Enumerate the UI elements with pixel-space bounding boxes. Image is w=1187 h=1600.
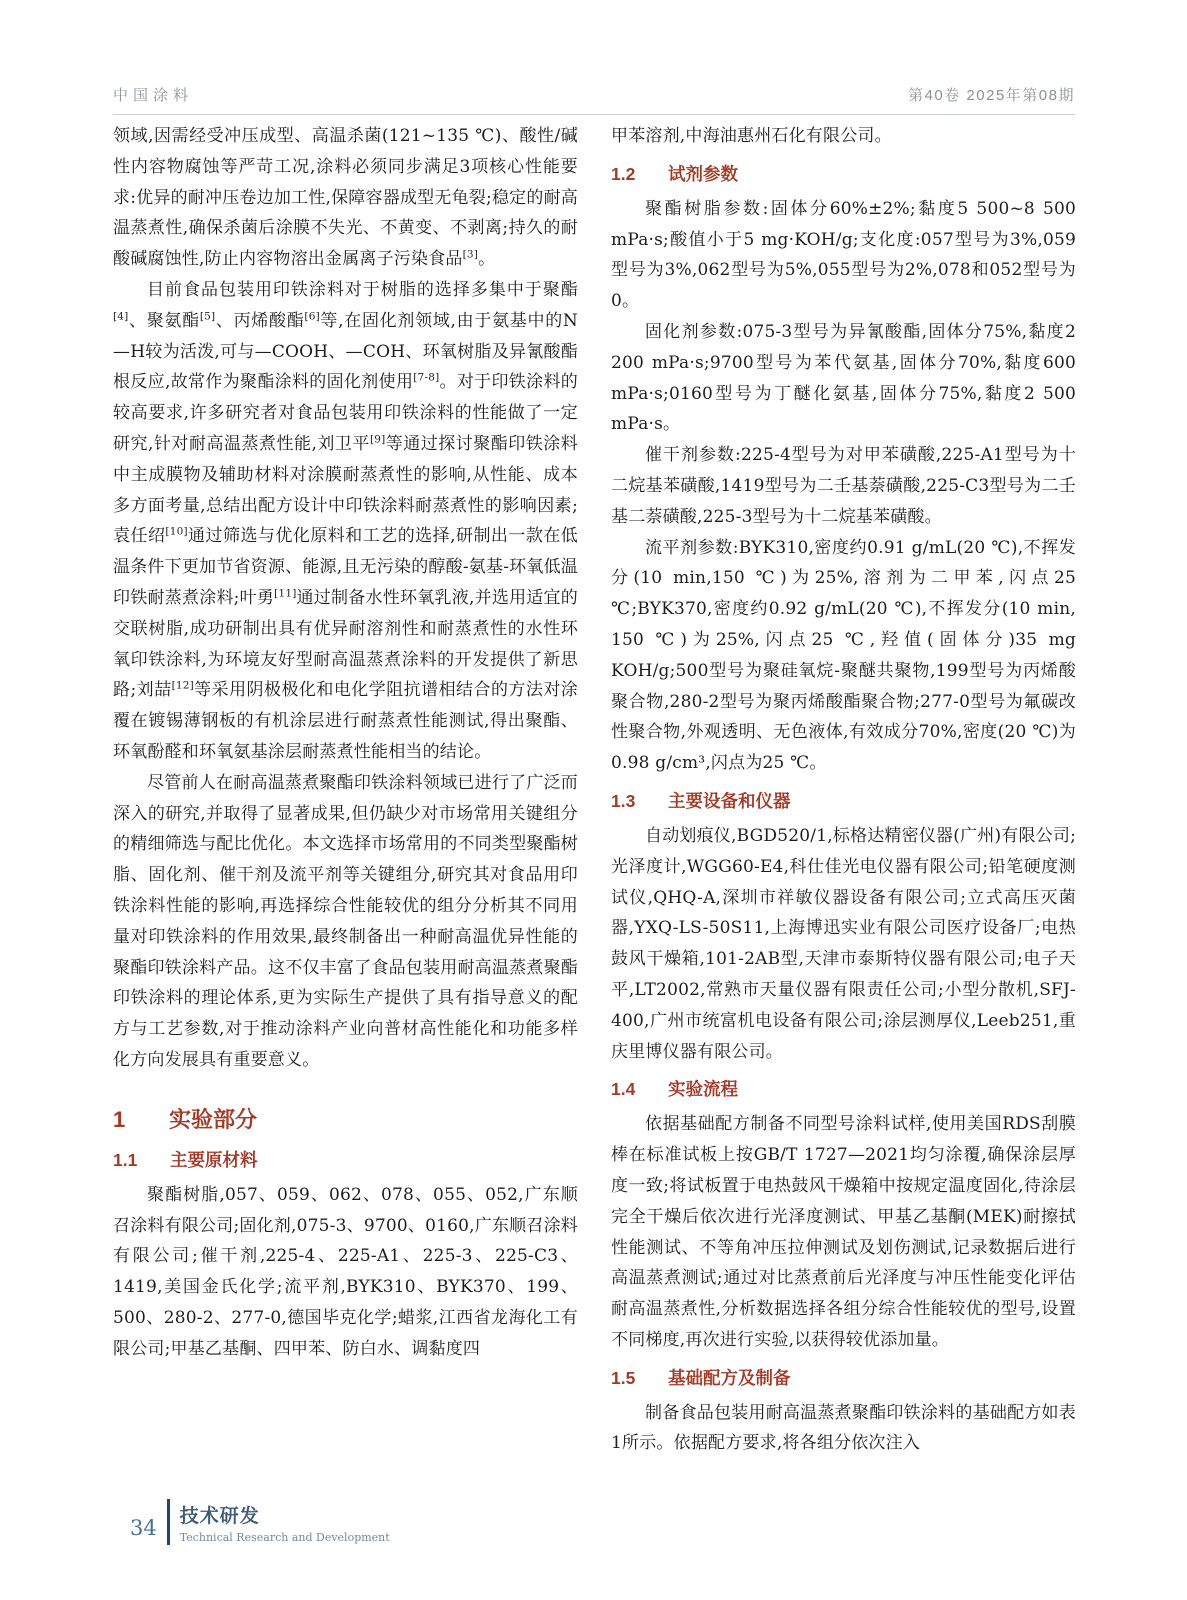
paragraph-resin-selection: 目前食品包装用印铁涂料对于树脂的选择多集中于聚酯[4]、聚氨酯[5]、丙烯酸酯[6]等,在固化剂领域,由于氨基中的N—H较为活泼,可与—COOH、—COH、环氧树脂及异氰酸酯根反应,故常作为聚酯涂料的固化剂使用[7-8]。对于印铁涂料的较高要求,许多研究者对食品包装用印铁涂料的性能做了一定研究,针对耐高温蒸煮性能,刘卫平[9]等通过探讨聚酯印铁涂料中主成膜物及辅助材料对涂膜耐蒸煮性的影响,从性能、成本多方面考量,总结出配方设计中印铁涂料耐蒸煮性的影响因素;袁任绍[10]通过筛选与优化原料和工艺的选择,研制出一款在低温条件下更加节省资源、能源,且无污染的醇酸-氨基-环氧低温印铁耐蒸煮涂料;叶勇[11]通过制备水性环氧乳液,并选用适宜的交联树脂,成功研制出具有优异耐溶剂性和耐蒸煮性的水性环氧印铁涂料,为环境友好型耐高温蒸煮涂料的开发提供了新思路;刘喆[12]等采用阴极极化和电化学阻抗谱相结合的方法对涂覆在镀锡薄钢板的有机涂层进行耐蒸煮性能测试,得出聚酯、环氧酚醛和环氧氨基涂层耐蒸煮性能相当的结论。 xyxy=(113,279,579,762)
paragraph-research-gap: 尽管前人在耐高温蒸煮聚酯印铁涂料领域已进行了广泛而深入的研究,并取得了显著成果,但仍缺少对市场常用关键组分的精细筛选与配比优化。本文选择市场常用的不同类型聚酯树脂、固化剂、催干剂及流平剂等关键组分,研究其对食品用印铁涂料性能的影响,再选择综合性能较优的组分分析其不同用量对印铁涂料的作用效果,最终制备出一种耐高温优异性能的聚酯印铁涂料产品。这不仅丰富了食品包装用耐高温蒸煮聚酯印铁涂料的理论体系,更为实际生产提供了具有指导意义的配方与工艺参数,对于推动涂料产业向普材高性能化和功能多样化方向发展具有重要意义。 xyxy=(113,772,578,1070)
paragraph-leveling-agent-params: 流平剂参数:BYK310,密度约0.91 g/mL(20 ℃),不挥发分(10 min,150 ℃)为25%,溶剂为二甲苯,闪点25 ℃;BYK370,密度约0.92 g/mL(20 ℃),不挥发分(10 min, 150 ℃)为25%,闪点25 ℃,羟值(固体分)35 mg KOH/g;500型号为聚硅氧烷-聚醚共聚物,199型号为丙烯酸聚合物,280-2型号为聚丙烯酸酯聚合物;277-0型号为氟碳改性聚合物,外观透明、无色液体,有效成分70%,密度(20 ℃)为0.98 g/cm³,闪点为25 ℃。 xyxy=(611,537,1076,774)
footer-section-cn: 技术研发 xyxy=(179,1505,260,1527)
footer-divider xyxy=(167,1499,170,1545)
subsection-title: 主要设备和仪器 xyxy=(668,790,791,811)
section-heading-experiment xyxy=(113,1103,578,1134)
subsection-heading-equipment xyxy=(611,788,1076,813)
issue-info: 第40卷 2025年第08期 xyxy=(908,87,1075,104)
subsection-heading-reagent-params xyxy=(611,161,1076,186)
page-footer xyxy=(130,1496,390,1548)
subsection-heading-base-formula xyxy=(611,1365,1076,1390)
page-header xyxy=(113,84,1075,115)
paragraph-drier-params: 催干剂参数:225-4型号为对甲苯磺酸,225-A1型号为十二烷基苯磺酸,1419型号为二壬基萘磺酸,225-C3型号为二壬基二萘磺酸,225-3型号为十二烷基苯磺酸。 xyxy=(611,445,1076,527)
subsection-heading-raw-materials xyxy=(113,1147,578,1172)
paragraph-equipment-list: 自动划痕仪,BGD520/1,标格达精密仪器(广州)有限公司;光泽度计,WGG60-E4,科仕佳光电仪器有限公司;铅笔硬度测试仪,QHQ-A,深圳市祥敏仪器设备有限公司;立式高压灭菌器,YXQ-LS-50S11,上海博迅实业有限公司医疗设备厂;电热鼓风干燥箱,101-2AB型,天津市泰斯特仪器有限公司;电子天平,LT2002,常熟市天量仪器有限责任公司;小型分散机,SFJ-400,广州市统富机电设备有限公司;涂层测厚仪,Leeb251,重庆里博仪器有限公司。 xyxy=(611,825,1076,1062)
right-column xyxy=(611,121,1076,1473)
left-column xyxy=(113,121,578,1473)
subsection-number: 1.1 xyxy=(113,1149,138,1170)
subsection-number: 1.2 xyxy=(611,163,636,184)
subsection-number: 1.4 xyxy=(611,1079,636,1100)
section-title: 实验部分 xyxy=(169,1106,258,1132)
section-number: 1 xyxy=(113,1106,126,1132)
subsection-number: 1.3 xyxy=(611,790,636,811)
journal-name: 中国涂料 xyxy=(113,87,194,104)
paragraph-intro-continued: 领域,因需经受冲压成型、高温杀菌(121~135 ℃)、酸性/碱性内容物腐蚀等严苛工况,涂料必须同步满足3项核心性能要求:优异的耐冲压卷边加工性,保障容器成型无龟裂;稳定的耐高温蒸煮性,确保杀菌后涂膜不失光、不黄变、不剥离;持久的耐酸碱腐蚀性,防止内容物溶出金属离子污染食品[3]。 xyxy=(113,126,578,270)
paragraph-polyester-params: 聚酯树脂参数:固体分60%±2%;黏度5 500~8 500 mPa·s;酸值小于5 mg·KOH/g;支化度:057型号为3%,059型号为3%,062型号为5%,055型号为2%,078和052型号为0。 xyxy=(611,198,1076,312)
paragraph-curing-agent-params: 固化剂参数:075-3型号为异氰酸酯,固体分75%,黏度2 200 mPa·s;9700型号为苯代氨基,固体分70%,黏度600 mPa·s;0160型号为丁醚化氨基,固体分75%,黏度2 500 mPa·s。 xyxy=(611,321,1076,435)
subsection-title: 实验流程 xyxy=(668,1079,738,1100)
footer-section-en: Technical Research and Development xyxy=(179,1530,390,1544)
subsection-heading-procedure xyxy=(611,1076,1076,1101)
article-body xyxy=(113,121,1076,1473)
paragraph-procedure: 依据基础配方制备不同型号涂料试样,使用美国RDS刮膜棒在标准试板上按GB/T 1727—2021均匀涂覆,确保涂层厚度一致;将试板置于电热鼓风干燥箱中按规定温度固化,待涂层完全干燥后依次进行光泽度测试、甲基乙基酮(MEK)耐擦拭性能测试、不等角冲压拉伸测试及划伤测试,记录数据后进行高温蒸煮测试;通过对比蒸煮前后光泽度与冲压性能变化评估耐高温蒸煮性,分析数据选择各组分综合性能较优的型号,设置不同梯度,再次进行实验,以获得较优添加量。 xyxy=(611,1114,1076,1350)
footer-section xyxy=(180,1501,390,1544)
page-number: 34 xyxy=(130,1516,157,1540)
subsection-title: 试剂参数 xyxy=(668,163,738,184)
subsection-title: 基础配方及制备 xyxy=(668,1367,791,1388)
subsection-number: 1.5 xyxy=(611,1367,636,1388)
paragraph-base-formula: 制备食品包装用耐高温蒸煮聚酯印铁涂料的基础配方如表1所示。依据配方要求,将各组分依次注入 xyxy=(611,1402,1076,1454)
subsection-title: 主要原材料 xyxy=(170,1149,258,1170)
paragraph-solvent-continued: 甲苯溶剂,中海油惠州石化有限公司。 xyxy=(611,126,892,146)
paragraph-raw-materials: 聚酯树脂,057、059、062、078、055、052,广东顺召涂料有限公司;固化剂,075-3、9700、0160,广东顺召涂料有限公司;催干剂,225-4、225-A1、225-3、225-C3、1419,美国金氏化学;流平剂,BYK310、BYK370、199、500、280-2、277-0,德国毕克化学;蜡浆,江西省龙海化工有限公司;甲基乙基酮、四甲苯、防白水、调黏度四 xyxy=(113,1184,578,1359)
